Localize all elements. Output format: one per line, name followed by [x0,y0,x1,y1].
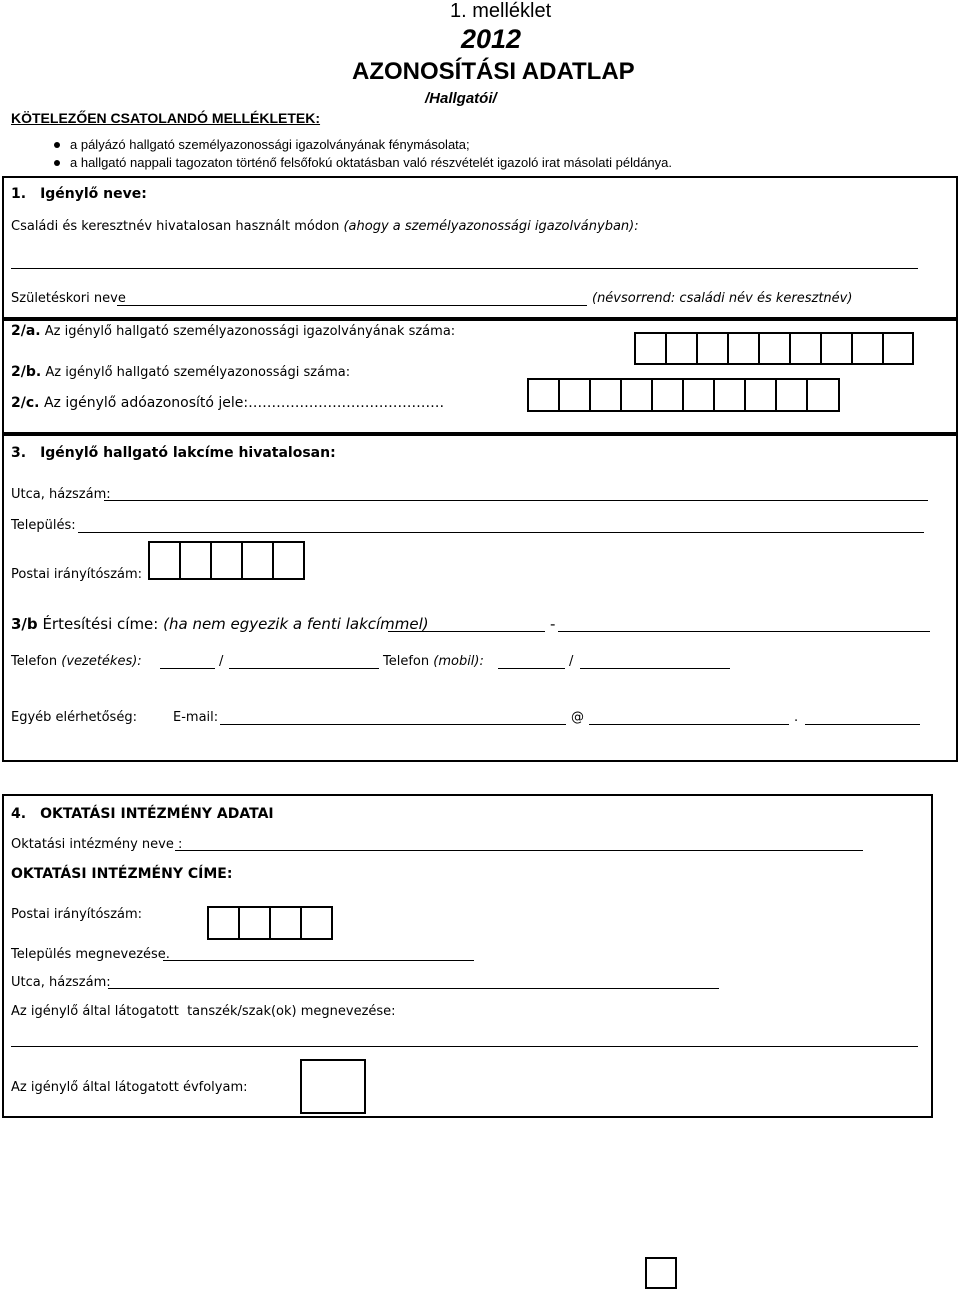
tax-id-box[interactable] [558,378,591,412]
id-card-boxes [634,332,914,365]
section-address [2,434,958,762]
email-user-field[interactable] [220,724,566,725]
section3-number: 3. [11,445,27,461]
section3-heading: Igénylő hallgató lakcíme hivatalosan: [40,445,336,461]
notify-number: 3/b [11,615,38,633]
institution-street-field[interactable] [108,988,719,989]
phone-landline-label [11,654,142,669]
phone-mobile-hint: (mobil): [433,654,484,669]
postal-code-boxes [148,541,305,580]
year-box-wrap [300,1059,366,1114]
id-card-box[interactable] [789,332,822,365]
postal-code-box[interactable] [241,541,274,580]
phone-mobile-label-text: Telefon [383,654,430,669]
email-tld-field[interactable] [805,724,920,725]
name-label-text: Családi és keresztnév hivatalosan használt módon [11,219,340,234]
phone-landline-slash: / [219,654,224,669]
street-field[interactable] [104,500,928,501]
tax-id-label [11,395,444,411]
email-at: @ [571,710,584,725]
institution-postal-box[interactable] [300,906,333,940]
tax-id-number: 2/c. [11,395,40,411]
institution-postal-label: Postai irányítószám: [11,907,143,922]
tax-id-box[interactable] [713,378,746,412]
id-card-box[interactable] [696,332,729,365]
tax-id-box[interactable] [682,378,715,412]
section4-number: 4. [11,806,27,822]
postal-code-box[interactable] [210,541,243,580]
postal-code-box[interactable] [179,541,212,580]
institution-city-label: Település megnevezése. [11,947,170,962]
tax-id-box[interactable] [806,378,840,412]
attachment-item: a hallgató nappali tagozaton történő felsőfokú oktatásban való részvételét igazoló irat másolati példánya. [70,155,672,170]
notify-field-1[interactable] [388,631,545,632]
notify-hint: (ha nem egyezik a fenti lakcímmel) [163,615,429,633]
id-card-label [11,323,455,339]
postal-code-label: Postai irányítószám: [11,567,143,582]
birth-name-field[interactable] [117,305,587,306]
personal-id-label [11,364,350,380]
tax-id-box[interactable] [620,378,653,412]
section1-title [11,186,147,202]
id-card-box[interactable] [851,332,884,365]
personal-id-text: Az igénylő hallgató személyazonossági száma: [45,365,351,380]
tax-id-box[interactable] [775,378,808,412]
tax-id-box[interactable] [527,378,560,412]
id-card-box[interactable] [758,332,791,365]
email-domain-field[interactable] [589,724,789,725]
institution-postal-box[interactable] [207,906,240,940]
section4-heading: OKTATÁSI INTÉZMÉNY ADATAI [40,806,274,822]
birth-name-hint: (névsorrend: családi név és keresztnév) [592,291,853,306]
name-field[interactable] [11,268,918,269]
tax-id-box[interactable] [651,378,684,412]
email-label: E-mail: [173,710,219,725]
institution-city-field[interactable] [163,960,474,961]
other-contact-label: Egyéb elérhetőség: [11,710,137,725]
form-title: AZONOSÍTÁSI ADATLAP [352,58,635,85]
email-dot: . [794,710,799,725]
tax-id-text: Az igénylő adóazonosító jele:…………………………………… [43,395,445,411]
section1-number: 1. [11,186,27,202]
institution-street-label: Utca, házszám: [11,975,111,990]
phone-landline-area-field[interactable] [160,668,215,669]
birth-name-label: Születéskori neve [11,291,126,306]
city-label: Település: [11,518,76,533]
id-card-box[interactable] [727,332,760,365]
phone-mobile-area-field[interactable] [498,668,565,669]
footer-checkbox[interactable] [645,1257,677,1289]
notify-dash: - [550,615,556,633]
year-box[interactable] [300,1059,366,1114]
footer-checkbox-wrap [645,1257,677,1289]
annex-label: 1. melléklet [450,0,552,22]
postal-code-box[interactable] [272,541,305,580]
bullet-icon [54,160,60,166]
institution-postal-boxes [207,906,333,940]
id-card-box[interactable] [634,332,667,365]
bullet-icon [54,142,60,148]
section1-heading: Igénylő neve: [40,186,147,202]
section3-title [11,445,336,461]
name-label-hint: (ahogy a személyazonossági igazolványban): [343,219,639,234]
section4-title [11,806,274,822]
form-subtitle: /Hallgatói/ [425,90,497,107]
phone-label-text: Telefon [11,654,58,669]
tax-id-boxes [527,378,840,412]
name-label [11,219,639,234]
postal-code-box[interactable] [148,541,181,580]
phone-mobile-slash: / [569,654,574,669]
attachment-item: a pályázó hallgató személyazonossági igazolványának fénymásolata; [70,137,470,152]
year-label: Az igénylő által látogatott évfolyam: [11,1080,248,1095]
id-card-box[interactable] [820,332,853,365]
department-field[interactable] [11,1046,918,1047]
institution-address-heading: OKTATÁSI INTÉZMÉNY CÍME: [11,866,233,882]
id-card-box[interactable] [882,332,914,365]
institution-name-label: Oktatási intézmény neve : [11,837,183,852]
attachments-heading: KÖTELEZŐEN CSATOLANDÓ MELLÉKLETEK: [11,110,321,126]
street-label: Utca, házszám: [11,487,111,502]
phone-mobile-label [383,654,484,669]
institution-name-field[interactable] [175,850,863,851]
city-field[interactable] [78,532,924,533]
notify-text: Értesítési címe: [42,615,159,633]
form-year: 2012 [461,24,522,54]
department-label: Az igénylő által látogatott tanszék/szak(ok) megnevezése: [11,1004,396,1019]
tax-id-box[interactable] [589,378,622,412]
phone-landline-number-field[interactable] [229,668,379,669]
notify-field-2[interactable] [558,631,930,632]
id-card-text: Az igénylő hallgató személyazonossági igazolványának száma: [44,324,456,339]
phone-mobile-number-field[interactable] [580,668,730,669]
phone-landline-hint: (vezetékes): [61,654,142,669]
institution-postal-box[interactable] [269,906,302,940]
notify-address-label [11,615,429,633]
id-card-box[interactable] [665,332,698,365]
tax-id-box[interactable] [744,378,777,412]
institution-postal-box[interactable] [238,906,271,940]
personal-id-number: 2/b. [11,364,42,380]
id-card-number: 2/a. [11,323,41,339]
